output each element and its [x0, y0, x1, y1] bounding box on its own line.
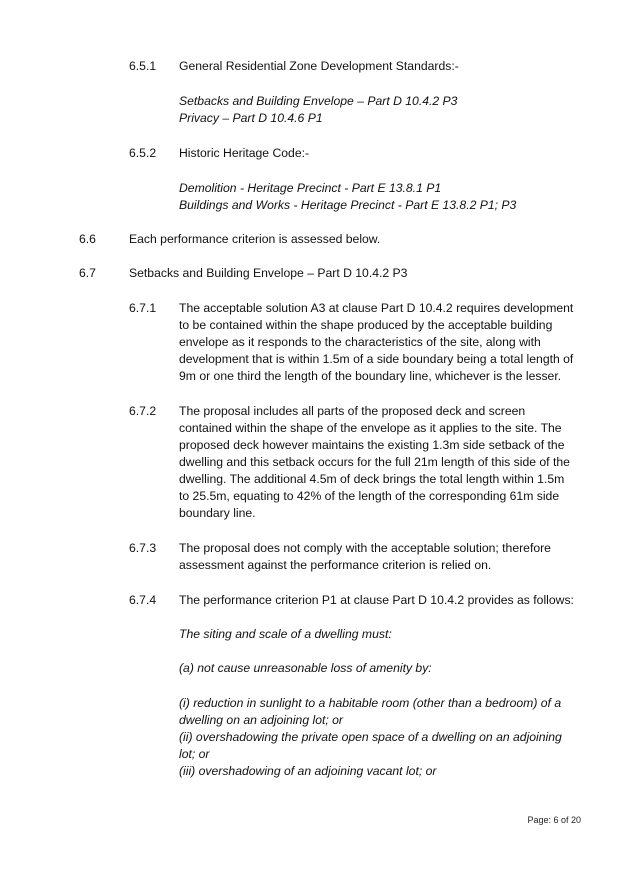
clause-number: 6.7.2 [129, 404, 157, 418]
paragraph-line: The proposal does not comply with the acceptable solution; therefore [179, 541, 551, 555]
page-number: Page: 6 of 20 [527, 815, 581, 825]
clause-number: 6.7.4 [129, 593, 157, 607]
clause-reference: Privacy – Part D 10.4.6 P1 [179, 111, 323, 125]
quote-item: (ii) overshadowing the private open space of a dwelling on an adjoining [179, 730, 562, 744]
clause-number: 6.7.3 [129, 541, 157, 555]
paragraph-line: to be contained within the shape produced by the acceptable building [179, 318, 553, 332]
paragraph-line: dwelling. The additional 4.5m of deck brings the total length within 1.5m [179, 472, 565, 486]
paragraph-line: dwelling and this setback occurs for the full 21m length of this side of the [179, 455, 570, 469]
clause-number: 6.5.1 [129, 59, 157, 73]
section-heading: Setbacks and Building Envelope – Part D 10.4.2 P3 [129, 266, 408, 280]
clause-heading: Historic Heritage Code:- [179, 146, 310, 160]
section-text: Each performance criterion is assessed below. [129, 232, 381, 246]
paragraph-line: assessment against the performance criterion is relied on. [179, 558, 492, 572]
quote-item: (i) reduction in sunlight to a habitable room (other than a bedroom) of a [179, 696, 562, 710]
clause-number: 6.7.1 [129, 301, 157, 315]
paragraph-line: envelope as it responds to the characteristics of the site, along with [179, 335, 541, 349]
paragraph-line: 9m or one third the length of the boundary line, whichever is the lesser. [179, 369, 562, 383]
paragraph-line: development that is within 1.5m of a side boundary being a total length of [179, 352, 574, 366]
paragraph-line: to 25.5m, equating to 42% of the length of the corresponding 61m side [179, 489, 560, 503]
quote-item: lot; or [179, 747, 210, 761]
paragraph-line: The proposal includes all parts of the proposed deck and screen [179, 404, 526, 418]
section-number: 6.7 [79, 266, 96, 280]
paragraph-line: The performance criterion P1 at clause Part D 10.4.2 provides as follows: [179, 593, 574, 607]
paragraph-line: The acceptable solution A3 at clause Part D 10.4.2 requires development [179, 301, 574, 315]
quote-subclause: (a) not cause unreasonable loss of amenity by: [179, 661, 432, 675]
clause-number: 6.5.2 [129, 146, 157, 160]
clause-reference: Setbacks and Building Envelope – Part D 10.4.2 P3 [179, 94, 458, 108]
paragraph-line: contained within the shape of the envelope as it applies to the site. The [179, 421, 562, 435]
quote-item: dwelling on an adjoining lot; or [179, 713, 343, 727]
clause-reference: Buildings and Works - Heritage Precinct - Part E 13.8.2 P1; P3 [179, 198, 517, 212]
section-number: 6.6 [79, 232, 96, 246]
quote-intro: The siting and scale of a dwelling must: [179, 627, 392, 641]
paragraph-line: proposed deck however maintains the existing 1.3m side setback of the [179, 438, 565, 452]
clause-heading: General Residential Zone Development Standards:- [179, 59, 459, 73]
paragraph-line: boundary line. [179, 506, 256, 520]
clause-reference: Demolition - Heritage Precinct - Part E 13.8.1 P1 [179, 181, 442, 195]
quote-item: (iii) overshadowing of an adjoining vacant lot; or [179, 764, 437, 778]
